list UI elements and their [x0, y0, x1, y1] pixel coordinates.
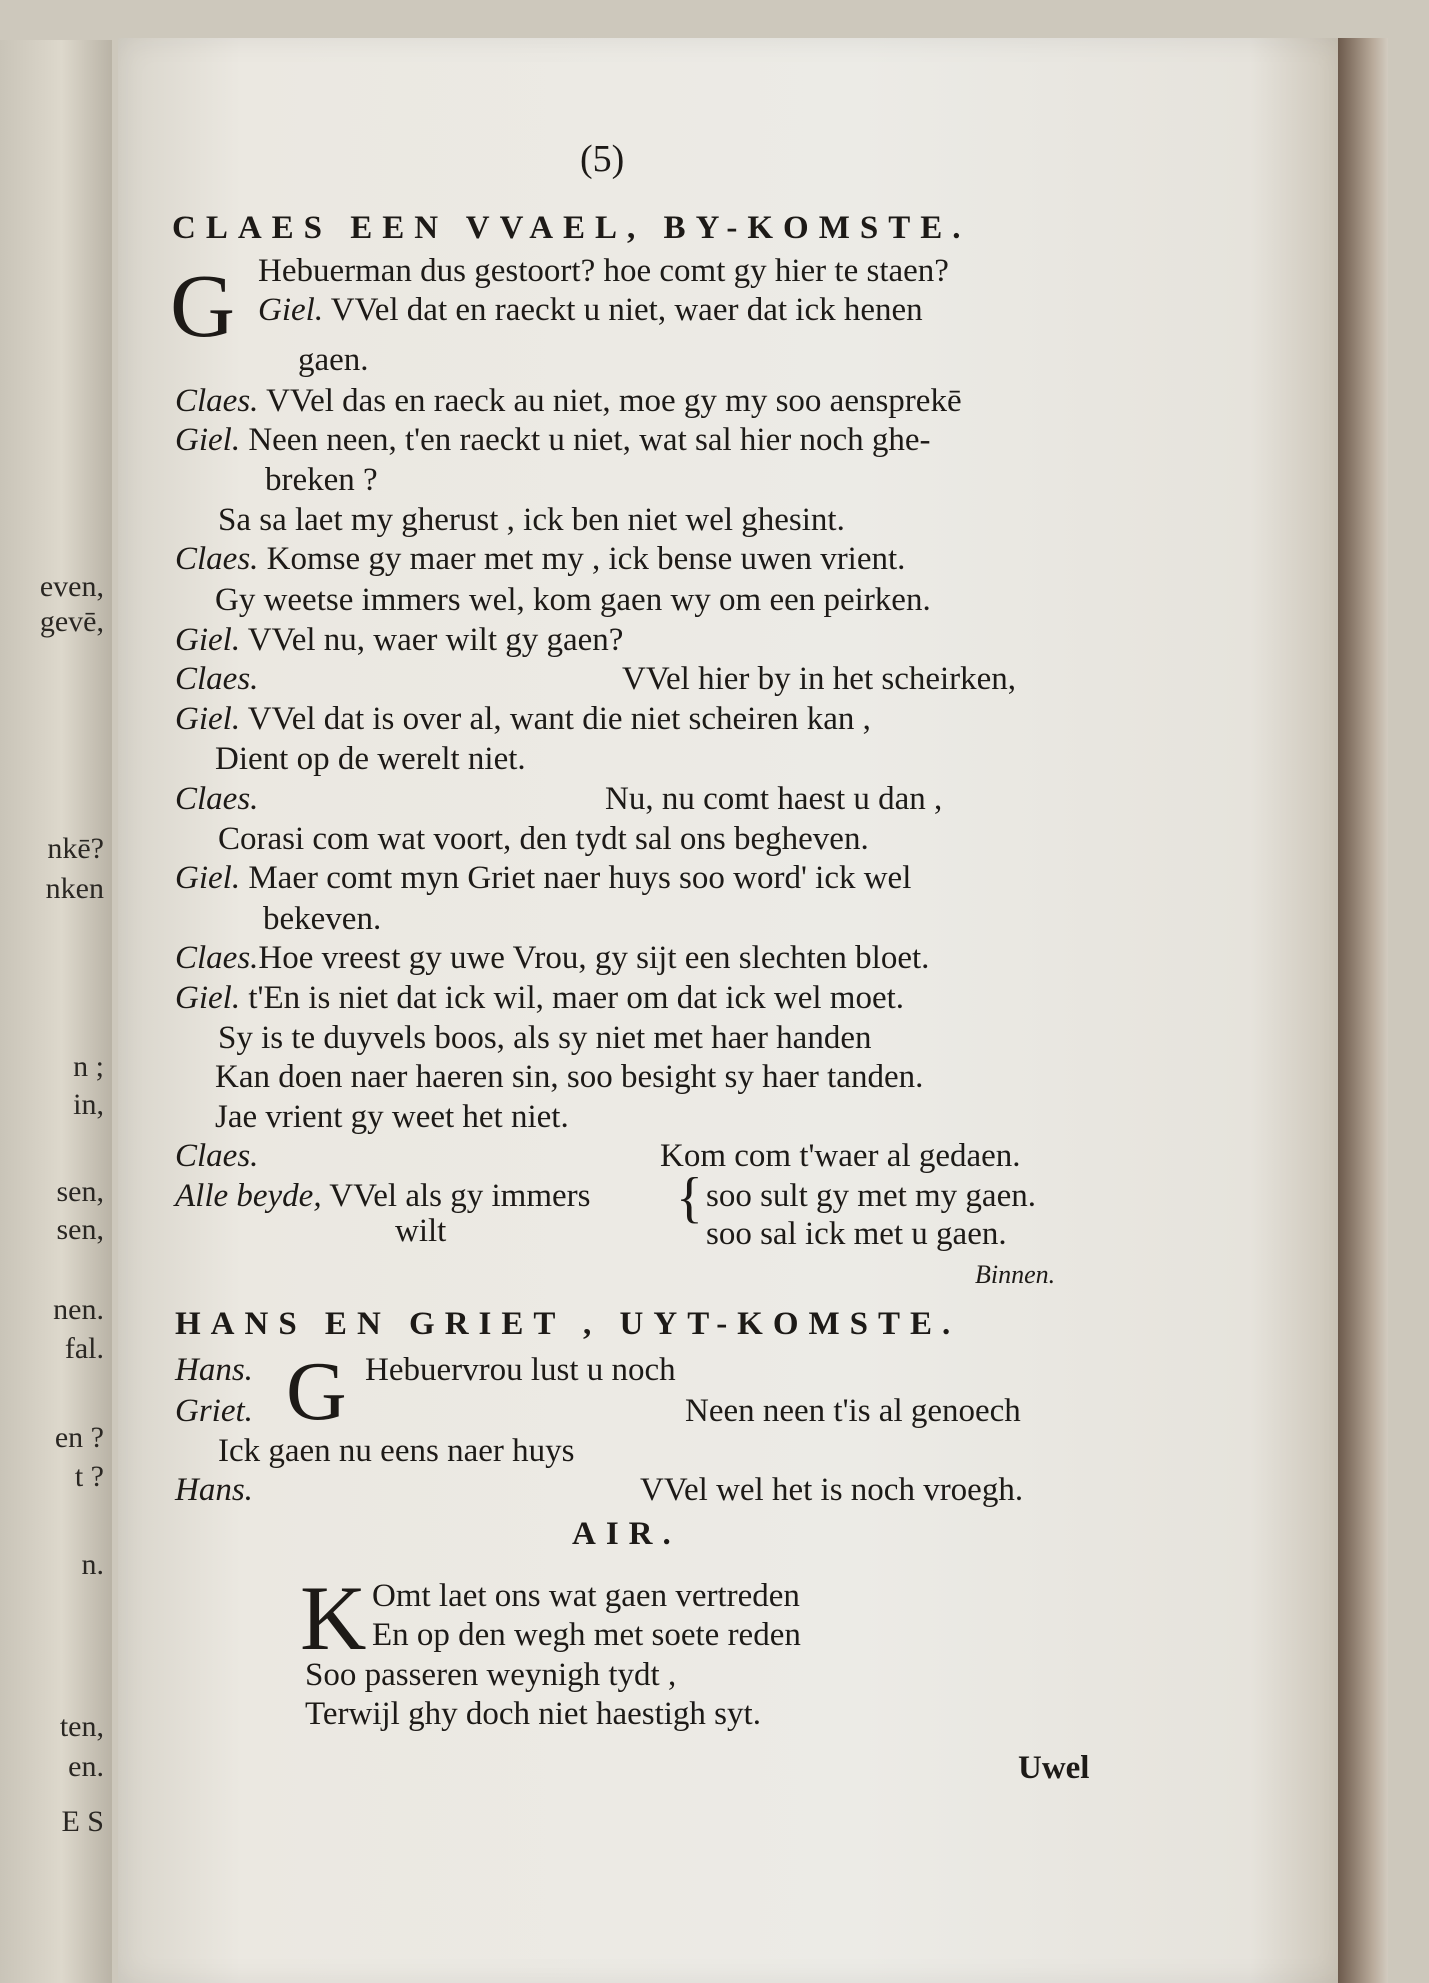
line-text: Sy is te duyvels boos, als sy niet met haer handen: [218, 1020, 872, 1056]
page-number: (5): [580, 138, 625, 180]
dialogue-line-continued: [660, 1140, 1021, 1173]
dialogue-line: [265, 464, 378, 497]
facing-page-fragment: in,: [73, 1088, 104, 1121]
drop-cap: K: [300, 1567, 367, 1669]
line-text: wilt: [395, 1213, 447, 1249]
facing-page-fragment: even,: [39, 570, 104, 603]
line-text: breken ?: [265, 462, 378, 498]
dialogue-line: [175, 385, 962, 418]
line-text: Kom com t'waer al gedaen.: [660, 1138, 1021, 1174]
line-text: Kan doen naer haeren sin, soo besight sy haer tanden.: [215, 1059, 924, 1095]
facing-page-fragment: en.: [68, 1750, 104, 1783]
dialogue-line: [175, 624, 623, 657]
page-edge: [1338, 38, 1388, 1983]
dialogue-line: [218, 823, 869, 856]
line-text: VVel dat is over al, want die niet scheiren kan ,: [247, 701, 871, 737]
line-text: Neen neen, t'en raeckt u niet, wat sal hier noch ghe-: [248, 422, 931, 458]
dialogue-line: [215, 743, 526, 776]
facing-page: [0, 40, 112, 1983]
dialogue-line: [175, 1140, 258, 1173]
speaker-name: Giel.: [175, 860, 241, 896]
dialogue-line: [175, 543, 905, 576]
dialogue-line: [218, 1022, 871, 1055]
dialogue-line: [215, 1101, 569, 1134]
line-text: bekeven.: [263, 901, 382, 937]
dialogue-line: [215, 584, 931, 617]
line-text: Ick gaen nu eens naer huys: [218, 1433, 575, 1469]
facing-page-fragment: sen,: [56, 1175, 104, 1208]
line-text: VVel das en raeck au niet, moe gy my soo aensprekē: [266, 383, 962, 419]
dialogue-line: [298, 344, 369, 377]
dialogue-line: [175, 1395, 253, 1428]
brace-symbol: {: [676, 1167, 703, 1229]
dialogue-line: [175, 703, 871, 736]
speaker-name: Claes.: [175, 541, 259, 577]
dialogue-line: [175, 982, 904, 1015]
stage-direction: Binnen.: [975, 1260, 1056, 1289]
line-text: Sa sa laet my gherust , ick ben niet wel ghesint.: [218, 502, 845, 538]
dialogue-line: [263, 903, 381, 936]
facing-page-fragment: en ?: [54, 1421, 104, 1454]
line-text: t'En is niet dat ick wil, maer om dat ick wel moet.: [248, 980, 905, 1016]
facing-page-fragment: ten,: [59, 1710, 104, 1743]
dialogue-line: [175, 1180, 590, 1213]
verse-line: Terwijl ghy doch niet haestigh syt.: [305, 1696, 761, 1732]
song-heading: AIR.: [572, 1516, 681, 1552]
dialogue-line: [175, 663, 258, 696]
speaker-name: Giel.: [258, 292, 324, 328]
dialogue-line: [175, 1474, 253, 1507]
dialogue-line: [215, 1061, 923, 1094]
facing-page-fragment: n.: [81, 1548, 104, 1581]
verse-line: En op den wegh met soete reden: [372, 1617, 801, 1653]
line-text: Hebuervrou lust u noch: [365, 1352, 676, 1388]
line-text: Maer comt myn Griet naer huys soo word' ick wel: [248, 860, 912, 896]
dialogue-line-continued: [640, 1474, 1023, 1507]
line-text: VVel hier by in het scheirken,: [622, 661, 1017, 697]
scene-heading: CLAES EEN VVAEL, BY-KOMSTE.: [172, 210, 971, 246]
line-text: Hebuerman dus gestoort? hoe comt gy hier te staen?: [258, 253, 949, 289]
facing-page-fragment: nen.: [53, 1293, 104, 1326]
dialogue-line-continued: [365, 1354, 676, 1387]
speaker-name: Giel.: [175, 422, 241, 458]
speaker-name: Giel.: [175, 622, 241, 658]
dialogue-line: [258, 255, 949, 288]
line-text: Neen neen t'is al genoech: [685, 1393, 1021, 1429]
option-line: soo sal ick met u gaen.: [706, 1216, 1007, 1252]
line-text: VVel als gy immers: [329, 1178, 591, 1214]
line-text: Jae vrient gy weet het niet.: [215, 1099, 569, 1135]
verse-line: Soo passeren weynigh tydt ,: [305, 1657, 677, 1693]
facing-page-fragment: fal.: [64, 1332, 104, 1365]
speaker-name: Hans.: [175, 1352, 253, 1388]
facing-page-fragment: nkē?: [47, 832, 104, 865]
verse-line: Omt laet ons wat gaen vertreden: [372, 1578, 800, 1614]
speaker-name: Claes.: [175, 383, 259, 419]
dialogue-line: [175, 1354, 253, 1387]
dialogue-line-continued: [622, 663, 1016, 696]
line-text: Corasi com wat voort, den tydt sal ons begheven.: [218, 821, 869, 857]
line-text: gaen.: [298, 342, 369, 378]
drop-cap: G: [286, 1345, 347, 1438]
dialogue-line: [175, 942, 929, 975]
line-text: VVel dat en raeckt u niet, waer dat ick henen: [330, 292, 923, 328]
line-text: VVel wel het is noch vroegh.: [640, 1472, 1024, 1508]
line-text: Komse gy maer met my , ick bense uwen vrient.: [266, 541, 906, 577]
drop-cap: G: [170, 257, 235, 356]
speaker-name: Claes.: [175, 940, 259, 976]
dialogue-line: [218, 1435, 574, 1468]
facing-page-fragment: gevē,: [39, 605, 104, 638]
speaker-name: Giel.: [175, 701, 241, 737]
speaker-name: Griet.: [175, 1393, 253, 1429]
dialogue-line: [175, 424, 930, 457]
speaker-name: Alle beyde,: [175, 1178, 322, 1214]
option-line: soo sult gy met my gaen.: [706, 1178, 1036, 1214]
line-text: Dient op de werelt niet.: [215, 741, 526, 777]
facing-page-fragment: t ?: [74, 1460, 104, 1493]
speaker-name: Claes.: [175, 1138, 259, 1174]
dialogue-line-continued: [395, 1215, 446, 1248]
speaker-name: Hans.: [175, 1472, 253, 1508]
line-text: Nu, nu comt haest u dan ,: [605, 781, 943, 817]
speaker-name: Claes.: [175, 781, 259, 817]
dialogue-line-continued: [605, 783, 942, 816]
scene-heading: HANS EN GRIET , UYT-KOMSTE.: [175, 1306, 961, 1342]
facing-page-fragment: sen,: [56, 1213, 104, 1246]
line-text: VVel nu, waer wilt gy gaen?: [247, 622, 624, 658]
catchword: Uwel: [1018, 1750, 1090, 1786]
facing-page-fragment: nken: [45, 872, 104, 905]
facing-page-fragment: n ;: [73, 1050, 104, 1083]
dialogue-line: [218, 504, 845, 537]
line-text: Hoe vreest gy uwe Vrou, gy sijt een slechten bloet.: [258, 940, 930, 976]
speaker-name: Giel.: [175, 980, 241, 1016]
speaker-name: Claes.: [175, 661, 259, 697]
dialogue-line: [175, 862, 911, 895]
dialogue-line: [258, 294, 923, 327]
facing-page-fragment: E S: [61, 1805, 104, 1838]
line-text: Gy weetse immers wel, kom gaen wy om een peirken.: [215, 582, 931, 618]
dialogue-line-continued: [685, 1395, 1021, 1428]
dialogue-line: [175, 783, 258, 816]
